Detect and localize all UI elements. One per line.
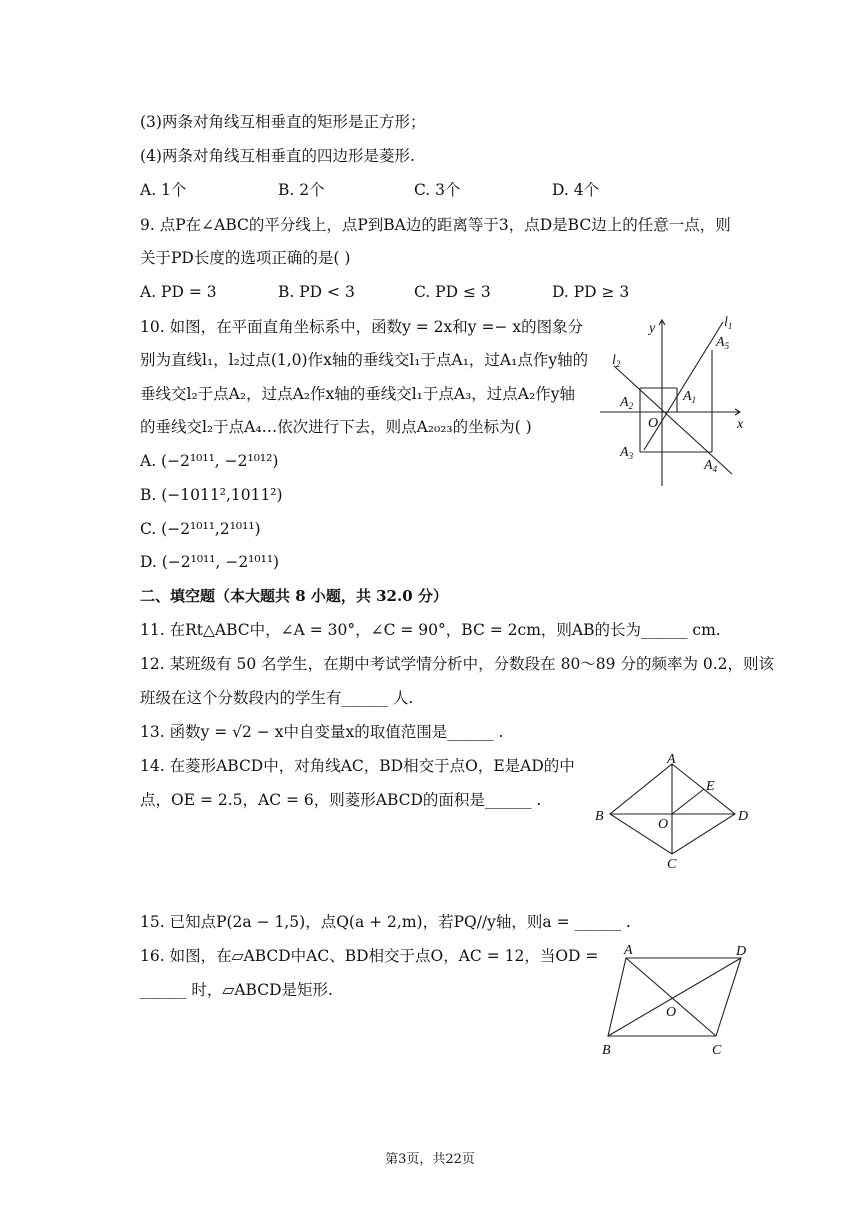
q8-option-d: D. 4个 xyxy=(552,181,600,199)
section-2-heading: 二、填空题（本大题共 8 小题，共 32.0 分） xyxy=(140,587,448,605)
q16-parallelogram-figure xyxy=(596,938,766,1063)
q10-label-a3: $A_3$ xyxy=(620,445,634,461)
q14-line-1: 14. 在菱形ABCD中，对角线AC，BD相交于点O，E是AD的中 xyxy=(140,757,575,775)
statement-3: (3)两条对角线互相垂直的矩形是正方形； xyxy=(140,113,426,131)
q13-line: 13. 函数y = √2 − x中自变量x的取值范围是______ . xyxy=(140,723,504,741)
q10-option-b: B. (−1011²,1011²) xyxy=(140,486,283,504)
q14-rhombus-figure xyxy=(590,752,760,872)
q11-line: 11. 在Rt△ABC中，∠A = 30°，∠C = 90°，BC = 2cm，则AB的长为______ cm. xyxy=(140,621,721,639)
q16-label-a: A xyxy=(624,943,633,958)
q10-label-l1: $l_1$ xyxy=(724,315,733,331)
q14-label-c: C xyxy=(667,857,677,872)
q10-line-4: 的垂线交l₂于点A₄…依次进行下去，则点A₂₀₂₃的坐标为( ) xyxy=(140,418,532,436)
q16-label-b: B xyxy=(602,1043,611,1058)
q16-label-o: O xyxy=(666,1005,677,1020)
q14-label-e: E xyxy=(706,779,715,794)
q10-label-x: x xyxy=(737,417,744,432)
q16-line-1: 16. 如图，在▱ABCD中AC、BD相交于点O，AC = 12，当OD = xyxy=(140,947,599,965)
q10-line-3: 垂线交l₂于点A₂，过点A₂作x轴的垂线交l₁于点A₃，过点A₂作y轴 xyxy=(140,385,575,403)
q10-label-a4: $A_4$ xyxy=(704,458,718,474)
q12-line-2: 班级在这个分数段内的学生有______ 人. xyxy=(140,689,414,707)
q10-option-a: A. (−2¹⁰¹¹, −2¹⁰¹²) xyxy=(140,452,279,470)
q16-line-2: ______ 时，▱ABCD是矩形. xyxy=(140,981,333,999)
q14-label-d: D xyxy=(738,809,749,824)
q12-line-1: 12. 某班级有 50 名学生，在期中考试学情分析中，分数段在 80～89 分的频率为 0.2，则该 xyxy=(140,655,775,673)
q14-label-o: O xyxy=(658,817,669,832)
page-footer: 第3页，共22页 xyxy=(385,1152,475,1167)
q10-label-l2: $l_2$ xyxy=(612,353,621,369)
q9-line-2: 关于PD长度的选项正确的是( ) xyxy=(140,249,351,267)
q9-option-a: A. PD = 3 xyxy=(140,283,217,301)
q10-label-a5: $A_5$ xyxy=(716,335,730,351)
q9-option-d: D. PD ≥ 3 xyxy=(552,283,630,301)
statement-4: (4)两条对角线互相垂直的四边形是菱形. xyxy=(140,147,415,165)
q10-coordinate-figure xyxy=(592,310,762,490)
q14-line-2: 点，OE = 2.5，AC = 6，则菱形ABCD的面积是______ . xyxy=(140,791,542,809)
q9-option-b: B. PD < 3 xyxy=(278,283,355,301)
q14-label-a: A xyxy=(667,752,676,767)
q8-option-a: A. 1个 xyxy=(140,181,187,199)
q16-label-d: D xyxy=(736,944,747,959)
q10-label-y: y xyxy=(649,321,656,336)
q9-option-c: C. PD ≤ 3 xyxy=(414,283,491,301)
q10-option-d: D. (−2¹⁰¹¹, −2¹⁰¹¹) xyxy=(140,553,280,571)
q10-label-o: O xyxy=(648,416,659,431)
q10-option-c: C. (−2¹⁰¹¹,2¹⁰¹¹) xyxy=(140,520,261,538)
q10-line-1: 10. 如图，在平面直角坐标系中，函数y = 2x和y =− x的图象分 xyxy=(140,318,584,336)
q8-option-b: B. 2个 xyxy=(278,181,325,199)
q16-label-c: C xyxy=(712,1043,722,1058)
q9-line-1: 9. 点P在∠ABC的平分线上，点P到BA边的距离等于3，点D是BC边上的任意一点，则 xyxy=(140,216,731,234)
q10-label-a2: $A_2$ xyxy=(620,395,634,411)
q10-label-a1: $A_1$ xyxy=(683,389,697,405)
q15-line: 15. 已知点P(2a − 1,5)，点Q(a + 2,m)，若PQ//y轴，则a = ______ . xyxy=(140,913,631,931)
q14-label-b: B xyxy=(595,809,604,824)
q10-line-2: 别为直线l₁，l₂过点(1,0)作x轴的垂线交l₁于点A₁，过A₁点作y轴的 xyxy=(140,351,589,369)
q8-option-c: C. 3个 xyxy=(414,181,461,199)
